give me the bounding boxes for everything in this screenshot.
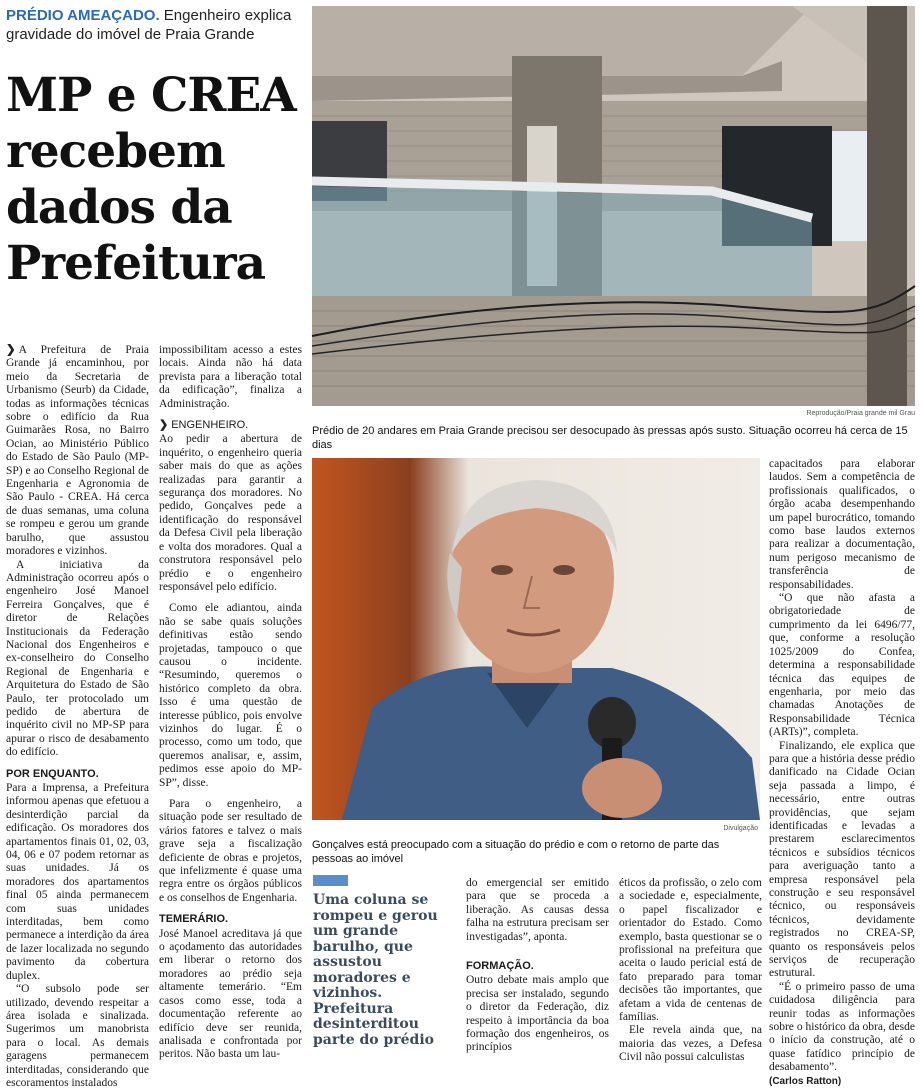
paragraph: Outro debate mais amplo que precisa ser instalado, segundo o diretor da Federação, diz respeito à importância da boa formação dos engenheiros, os princípios xyxy=(466,974,609,1054)
paragraph: Ao pedir a abertura de inquérito, o engenheiro queria saber mais do que as ações realizadas para garantir a segurança dos moradores. No pedido, Gonçalves pede a identificação do responsável da Defesa Civil pela liberação e volta dos moradores. Qual a construtora responsável pelo prédio e o engenheiro responsável pelo edifício. xyxy=(159,433,302,593)
building-photo-caption: Prédio de 20 andares em Praia Grande precisou ser desocupado às pressas após susto. Situação ocorreu há cerca de 15 dias xyxy=(312,425,908,451)
paragraph: éticos da profissão, o zelo com a sociedade e, especialmente, o papel fiscalizador e orientador do Estado. Como exemplo, basta questionar se o profissional na prefeitura que aceita o laudo pericial está de fato preparado para tomar decisões tão importantes, que afetam a vida de centenas de famílias. xyxy=(619,877,762,1024)
paragraph: impossibilitam acesso a estes locais. Ainda não há data prevista para a liberação total da edificação”, finaliza a Administração. xyxy=(159,344,302,410)
paragraph: do emergencial ser emitido para que se proceda a liberação. As causas dessa falha na estrutura precisam ser investigadas”, aponta. xyxy=(466,877,609,943)
paragraph: Para a Imprensa, a Prefeitura informou apenas que efetuou a desinterdição parcial da edificação. Os moradores dos apartamentos finais 01, 02, 03, 04, 06 e 07 podem retornar as suas unidades. Já os moradores dos apartamentos final 05 ainda permanecem com suas unidades interditadas, bem como permanece a interdição da área de lazer localizada no segundo pavimento da cobertura duplex. xyxy=(6,782,149,982)
paragraph: “O subsolo pode ser utilizado, devendo respeitar a área isolada e sinalizada. Sugerimos um manobrista para o local. As demais garagens permanecem interditadas, considerando que escoramentos instalados xyxy=(6,983,149,1089)
kicker-text: Engenheiro explica gravidade do imóvel de Praia Grande xyxy=(6,7,292,43)
paragraph: Como ele adiantou, ainda não se sabe quais soluções definitivas estão sendo projetadas, tampouco o que causou o incidente. “Resumindo, queremos o histórico completo da obra. Isso é uma questão de interesse público, pois envolve vizinhos do lugar. É o processo, como um todo, que queremos analisar, e, assim, pedimos esse apoio do MP-SP”, disse. xyxy=(159,602,302,789)
subheading: ❯ ENGENHEIRO. xyxy=(159,419,249,432)
pullquote-accent-bar xyxy=(313,875,348,886)
author-signature: (Carlos Ratton) xyxy=(769,1075,842,1087)
kicker-tag: PRÉDIO AMEAÇADO. xyxy=(6,7,160,24)
article-column-3 xyxy=(466,877,609,1055)
article-column-5 xyxy=(769,458,915,1088)
paragraph: capacitados para elaborar laudos. Sem a competência de profissionais qualificados, o órgão acaba desempenhando um papel burocrático, tomando como base laudos externos para realizar a documentação, num perigoso mecanismo de transferência de responsabilidades. xyxy=(769,458,915,591)
kicker xyxy=(6,6,306,44)
lead-marker-icon: ❯ xyxy=(6,344,16,356)
portrait-photo-credit: Divulgação xyxy=(723,825,758,832)
paragraph: “O que não afasta a obrigatoriedade de cumprimento da lei 6496/77, que, conforme a resolução 1025/2009 do Confea, determina a responsabilidade técnica das equipes de engenharia, por meio das chamadas Anotações de Responsabilidade Técnica (ARTs)”, completa. xyxy=(769,592,915,739)
article-column-1 xyxy=(6,344,149,1090)
paragraph: ❯ A Prefeitura de Praia Grande já encaminhou, por meio da Secretaria de Urbanismo (Seurb) da Cidade, todas as informações técnicas sobre o edifício da Rua Guimarães Rosa, no Bairro Ocian, ao Ministério Público do Estado de São Paulo (MP-SP) e ao Conselho Regional de Engenharia e Agronomia de São Paulo - CREA. Há cerca de duas semanas, uma coluna se rompeu e gerou um grande barulho, que assustou moradores e vizinhos. xyxy=(6,344,149,558)
pullquote: Uma coluna se rompeu e gerou um grande barulho, que assustou moradores e vizinhos. Prefeitura desinterditou parte do prédio xyxy=(313,892,438,1048)
article-column-2 xyxy=(159,344,302,1062)
portrait-photo xyxy=(312,458,760,820)
paragraph: Finalizando, ele explica que para que a história desse prédio danificado na Cidade Ocian seja passada a limpo, é necessário, entre outras providências, que sejam identificadas e levadas a prestarem esclarecimentos técnicos e subsídios técnicos para averiguação tanto a empresa responsável pela construção e seu responsável técnico, ou responsáveis técnicos, devidamente registrados no CREA-SP, quanto os responsáveis pelos serviços de recuperação estrutural. xyxy=(769,739,915,980)
building-photo xyxy=(312,6,915,406)
portrait-illustration xyxy=(312,458,760,820)
paragraph: José Manoel acreditava já que o açodamento das autoridades em liberar o retorno dos moradores ao prédio seja altamente temerário. “Em casos como esse, toda a documentação referente ao edifício deve ser reunida, analisada e confrontada por peritos. Não basta um lau- xyxy=(159,927,302,1061)
building-illustration xyxy=(312,6,915,406)
subheading: POR ENQUANTO. xyxy=(6,767,99,780)
paragraph: “É o primeiro passo de uma cuidadosa diligência para reunir todas as informações sobre o histórico da obra, desde o início da construção, até o quase fatídico princípio de desabamento”. xyxy=(769,980,915,1074)
article-column-4 xyxy=(619,877,762,1065)
portrait-photo-caption: Gonçalves está preocupado com a situação do prédio e com o retorno de parte das pessoas ao imóvel xyxy=(312,839,720,865)
subheading: FORMAÇÃO. xyxy=(466,960,534,973)
headline: MP e CREA recebem dados da Prefeitura xyxy=(6,68,296,291)
paragraph: Para o engenheiro, a situação pode ser resultado de vários fatores e talvez o mais grave seja a fiscalização deficiente de obras e projetos, que infelizmente é quase uma regra entre os órgãos públicos e os conselhos de Engenharia. xyxy=(159,798,302,904)
lead-marker-icon: ❯ xyxy=(159,419,169,432)
paragraph: Ele revela ainda que, na maioria das vezes, a Defesa Civil não possui calculistas xyxy=(619,1024,762,1064)
building-photo-credit: Reprodução/Praia grande mil Grau xyxy=(806,410,915,417)
subheading: TEMERÁRIO. xyxy=(159,913,229,926)
paragraph: A iniciativa da Administração ocorreu após o engenheiro José Manoel Ferreira Gonçalves, que é diretor de Relações Institucionais da Federação Nacional dos Engenheiros e ex-conselheiro do Conselho Regional de Engenharia e Arquitetura do Estado de São Paulo, ter protocolado um pedido de abertura de inquérito civil no MP-SP para apurar o risco de desabamento do edifício. xyxy=(6,558,149,759)
